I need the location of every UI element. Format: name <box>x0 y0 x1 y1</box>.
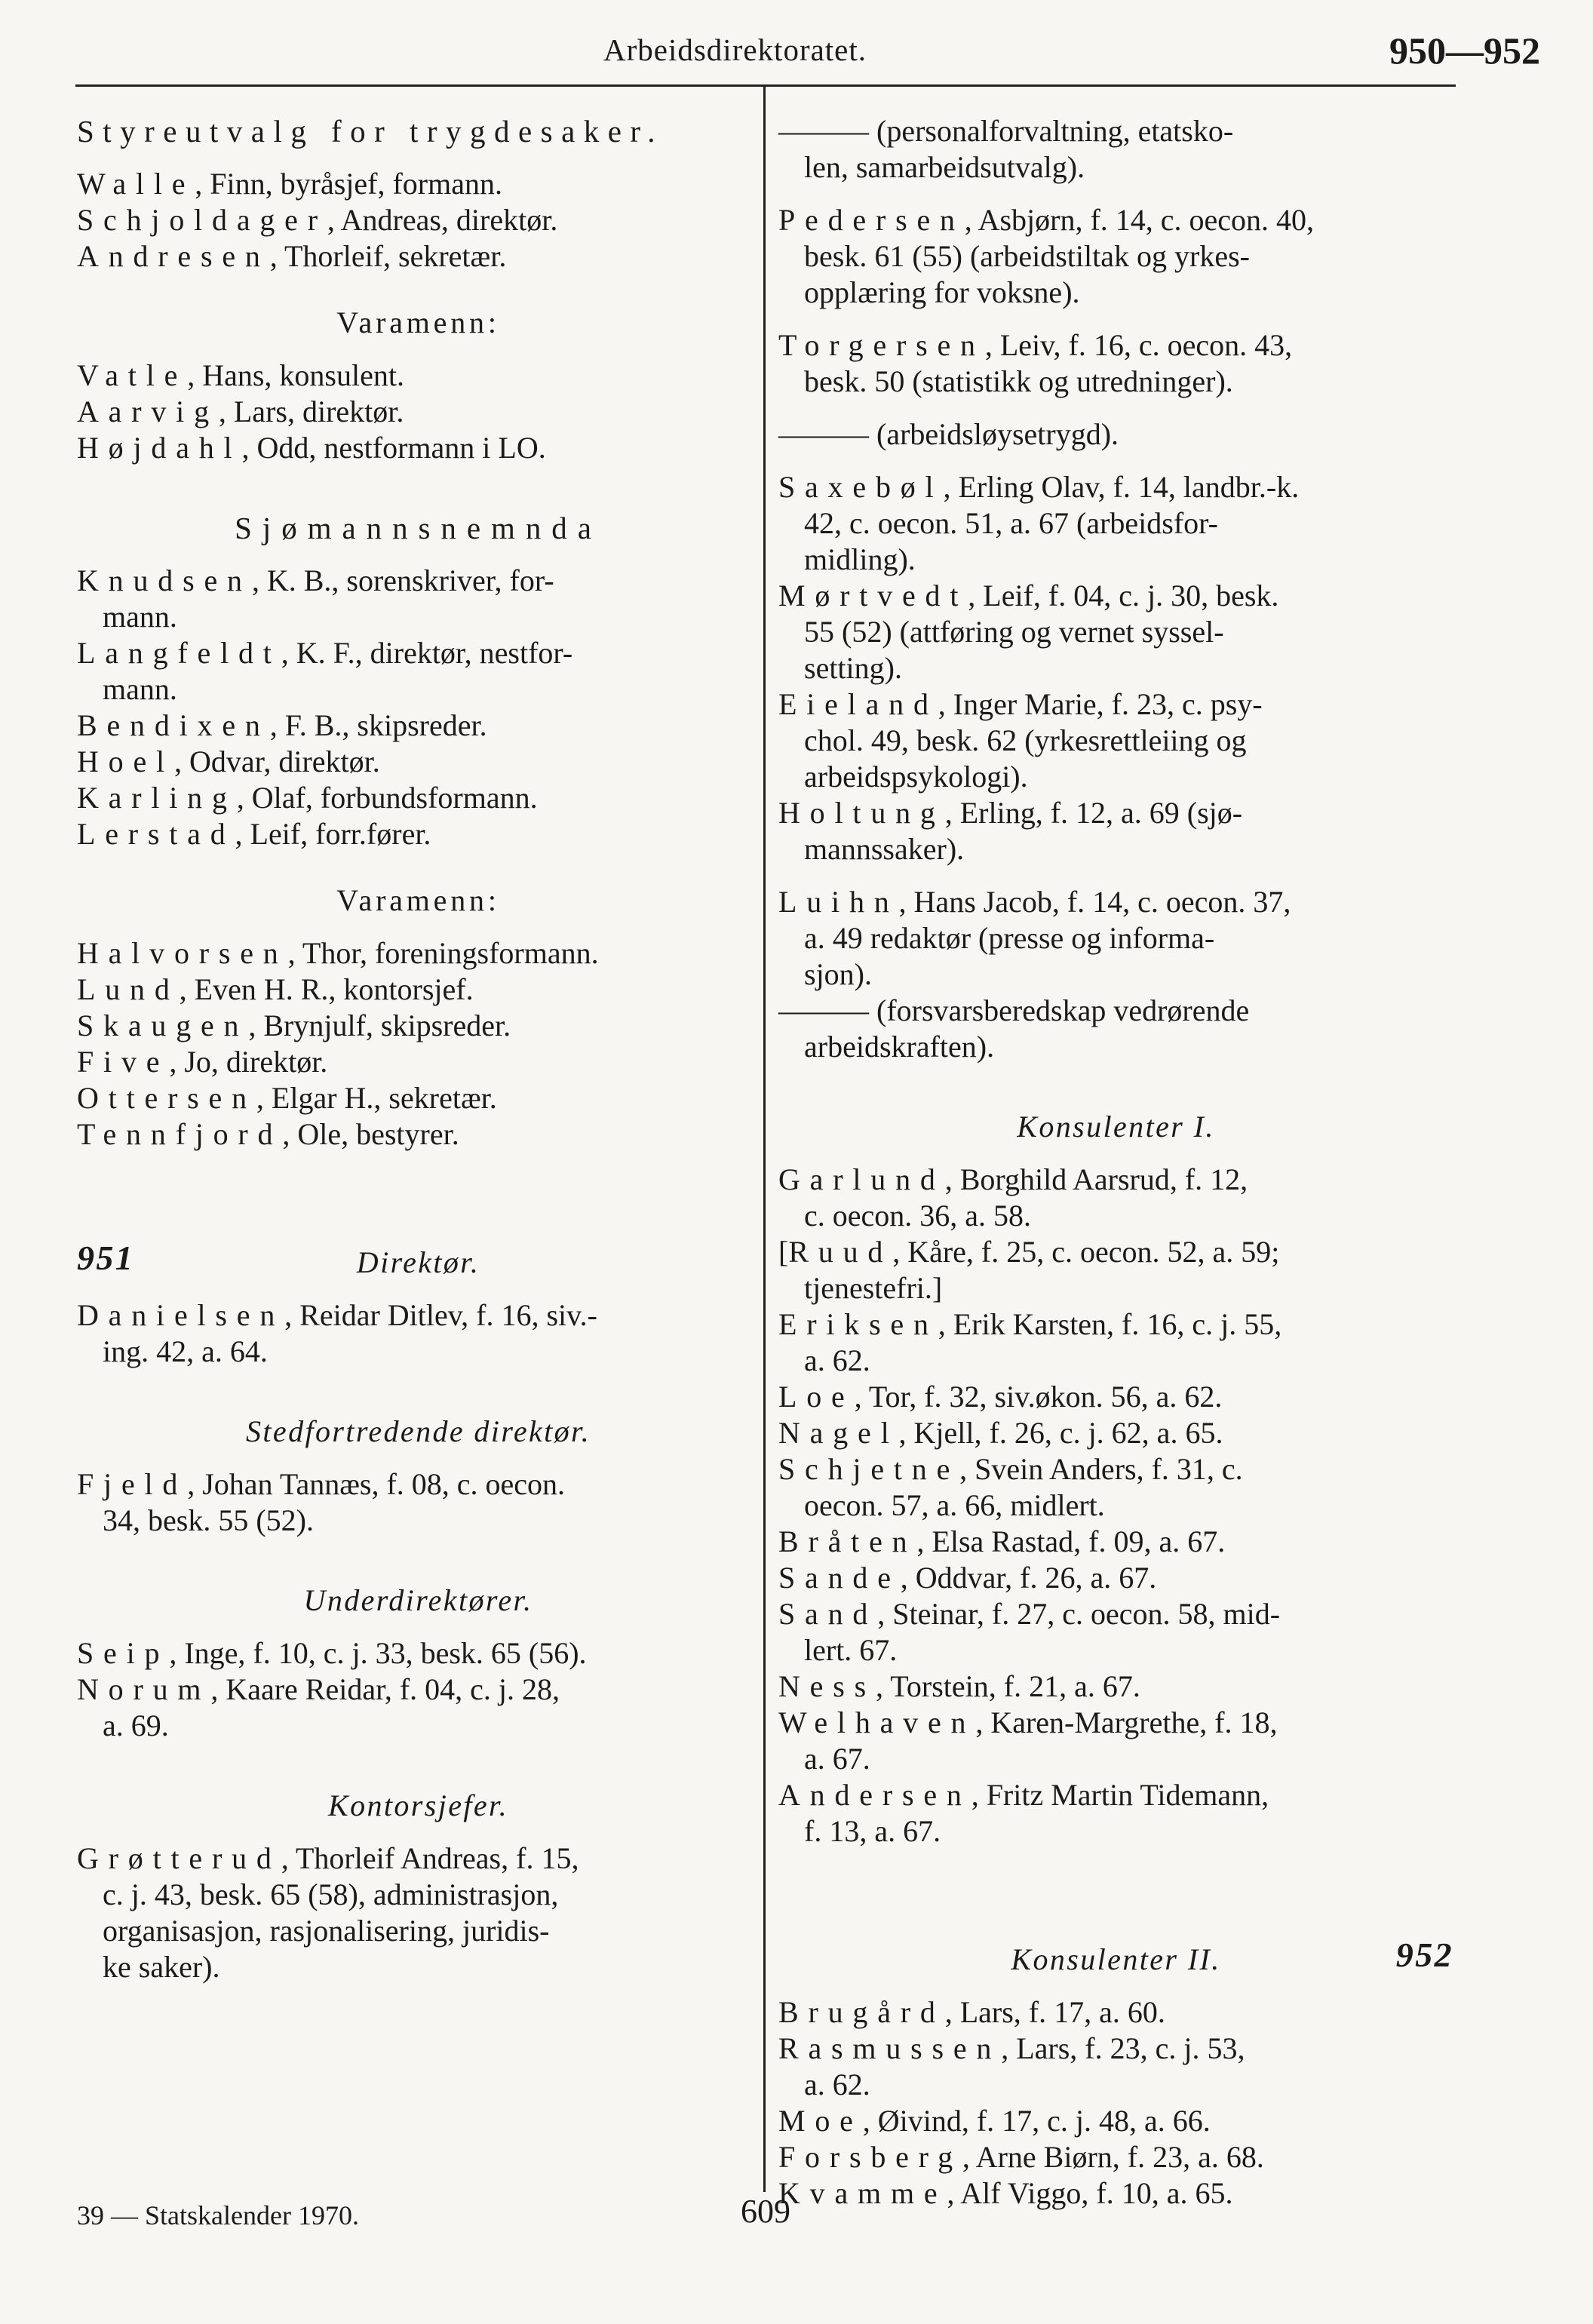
subheading: Kontorsjefer. <box>328 1788 508 1822</box>
entry: Loe, Tor, f. 32, siv.økon. 56, a. 62. <box>778 1380 1223 1414</box>
entry: Moe, Øivind, f. 17, c. j. 48, a. 66. <box>778 2104 1211 2138</box>
entry: Rasmussen, Lars, f. 23, c. j. 53, <box>778 2031 1245 2065</box>
subheading: Stedfortredende direktør. <box>246 1414 591 1448</box>
entry: Bråten, Elsa Rastad, f. 09, a. 67. <box>778 1524 1226 1558</box>
entry: Aarvig, Lars, direktør. <box>77 394 404 428</box>
entry: Schjetne, Svein Anders, f. 31, c. <box>778 1452 1243 1486</box>
entry: Garlund, Borghild Aarsrud, f. 12, <box>778 1162 1248 1196</box>
entry: Lerstad, Leif, forr.fører. <box>77 817 431 851</box>
header-rule <box>75 84 1456 87</box>
entry: Eriksen, Erik Karsten, f. 16, c. j. 55, <box>778 1307 1282 1341</box>
entry: Kvamme, Alf Viggo, f. 10, a. 65. <box>778 2176 1233 2210</box>
entry: Walle, Finn, byråsjef, formann. <box>77 167 502 201</box>
entry: Ness, Torstein, f. 21, a. 67. <box>778 1669 1140 1703</box>
entry: Andresen, Thorleif, sekretær. <box>77 239 507 273</box>
entry: ——— (forsvarsberedskap vedrørende <box>778 993 1250 1027</box>
page-header <box>0 0 1593 83</box>
entry: Langfeldt, K. F., direktør, nestfor- <box>77 636 573 670</box>
entry: Nagel, Kjell, f. 26, c. j. 62, a. 65. <box>778 1416 1223 1450</box>
entry: Halvorsen, Thor, foreningsformann. <box>77 936 599 970</box>
entry: Torgersen, Leiv, f. 16, c. oecon. 43, <box>778 328 1293 362</box>
footer-source: 39 — Statskalender 1970. <box>77 2200 359 2230</box>
entry: Sand, Steinar, f. 27, c. oecon. 58, mid- <box>778 1597 1281 1631</box>
entry: ——— (personalforvaltning, etatsko- <box>778 114 1234 148</box>
entry: Tennfjord, Ole, bestyrer. <box>77 1117 459 1151</box>
subheading: Konsulenter I. <box>1017 1110 1215 1144</box>
entry: Eieland, Inger Marie, f. 23, c. psy- <box>778 687 1263 721</box>
entry: Luihn, Hans Jacob, f. 14, c. oecon. 37, <box>778 885 1291 919</box>
page-number: 609 <box>741 2193 790 2230</box>
entry: Seip, Inge, f. 10, c. j. 33, besk. 65 (56). <box>77 1636 587 1670</box>
section-heading: Styreutvalg for trygdesaker. <box>77 114 665 149</box>
entry: Bendixen, F. B., skipsreder. <box>77 708 487 742</box>
entry: Ottersen, Elgar H., sekretær. <box>77 1081 497 1115</box>
entry: Knudsen, K. B., sorenskriver, for- <box>77 563 554 597</box>
running-title: Arbeidsdirektoratet. <box>603 32 867 67</box>
entry: Grøtterud, Thorleif Andreas, f. 15, <box>77 1841 579 1875</box>
column-divider <box>763 86 766 2192</box>
section-heading: Sjømannsnemnda <box>235 511 602 545</box>
section-heading-direktor: 951 Direktør. <box>77 1239 480 1279</box>
entry: Hoel, Odvar, direktør. <box>77 744 380 778</box>
subheading: Varamenn: <box>336 883 500 917</box>
entry: Karling, Olaf, forbundsformann. <box>77 781 538 815</box>
entry: Andersen, Fritz Martin Tidemann, <box>778 1778 1269 1812</box>
entry: Fjeld, Johan Tannæs, f. 08, c. oecon. <box>77 1467 566 1501</box>
section-heading-konsulenter2: Konsulenter II. 952 <box>1011 1936 1453 1976</box>
entry: [Ruud, Kåre, f. 25, c. oecon. 52, a. 59; <box>778 1235 1280 1269</box>
right-column: ——— (personalforvaltning, etatsko- len, samarbeidsutvalg). Pedersen, Asbjørn, f. 14, c. oecon. 40, besk. 61 (55) (arbeidstiltak og yrkes- opplæring for voksne). Torgersen, Leiv, f. 16, c. oecon. 43, besk. 50 (statistikk og utredninger). ——— (arbeidsløysetrygd). Saxebøl, Erling Olav, f. 14, landbr.-k. 42, c. oecon. 51, a. 67 (arbeidsfor- midling). Mørtvedt, Leif, f. 04, c. j. 30, besk. 55 (52) (attføring og vernet syssel- setting). Eieland, Inger Marie, f. 23, c. psy- chol. 49, besk. 62 (yrkesrettleiing og arbeidspsykologi). Holtung, Erling, f. 12, a. 69 (sjø- mannssaker). Luihn, Hans Jacob, f. 14, c. oecon. 37, a. 49 redaktør (presse og informa- sjon). ——— (forsvarsberedskap vedrørende arbeidskraften). Konsulenter I. Garlund, Borghild Aarsrud, f. 12, c. oecon. 36, a. 58. [Ruud, Kåre, f. 25, c. oecon. 52, a. 59; tjenestefri.] Eriksen, Erik Karsten, f. 16, c. j. 55, a. 62. Loe, Tor, f. 32, siv.økon. 56, a. 62. Nagel, Kjell, f. 26, c. j. 62, a. 65. Schjetne, Svein Anders, f. 31, c. oecon. 57, a. 66, midlert. Bråten, Elsa Rastad, f. 09, a. 67. Sande, Oddvar, f. 26, a. 67. Sand, Steinar, f. 27, c. oecon. 58, mid- lert. 67. Ness, Torstein, f. 21, a. 67. Welhaven, Karen-Margrethe, f. 18, a. 67. Andersen, Fritz Martin Tidemann, f. 13, a. 67. Konsulenter II. 952 Brugård, Lars, f. 17, a. 60. Rasmussen, Lars, f. 23, c. j. 53, a. 62. Moe, Øivind, f. 17, c. j. 48, a. 66. Forsberg, Arne Biørn, f. 23, a. 68. Kvamme, Alf Viggo, f. 10, a. 65. <box>778 114 1453 2210</box>
entry: Lund, Even H. R., kontorsjef. <box>77 972 474 1006</box>
entry: Pedersen, Asbjørn, f. 14, c. oecon. 40, <box>778 203 1315 237</box>
entry: Mørtvedt, Leif, f. 04, c. j. 30, besk. <box>778 579 1279 612</box>
entry: Welhaven, Karen-Margrethe, f. 18, <box>778 1705 1278 1739</box>
section-range: 950—952 <box>1389 29 1540 72</box>
left-column: Styreutvalg for trygdesaker. Walle, Finn, byråsjef, formann. Schjoldager, Andreas, direktør. Andresen, Thorleif, sekretær. Varamenn: Vatle, Hans, konsulent. Aarvig, Lars, direktør. Højdahl, Odd, nestformann i LO. Sjømannsnemnda Knudsen, K. B., sorenskriver, for- mann. Langfeldt, K. F., direktør, nestfor- mann. Bendixen, F. B., skipsreder. Hoel, Odvar, direktør. Karling, Olaf, forbundsformann. Lerstad, Leif, forr.fører. Varamenn: Halvorsen, Thor, foreningsformann. Lund, Even H. R., kontorsjef. Skaugen, Brynjulf, skipsreder. Five, Jo, direktør. Ottersen, Elgar H., sekretær. Tennfjord, Ole, bestyrer. 951 Direktør. Danielsen, Reidar Ditlev, f. 16, siv.- ing. 42, a. 64. Stedfortredende direktør. Fjeld, Johan Tannæs, f. 08, c. oecon. 34, besk. 55 (52). Underdirektører. Seip, Inge, f. 10, c. j. 33, besk. 65 (56). Norum, Kaare Reidar, f. 04, c. j. 28, a. 69. Kontorsjefer. Grøtterud, Thorleif Andreas, f. 15, c. j. 43, besk. 65 (58), administrasjon, organisasjon, rasjonalisering, juridis- ke saker). <box>77 113 760 1985</box>
entry: Højdahl, Odd, nestformann i LO. <box>77 431 546 465</box>
entry: Danielsen, Reidar Ditlev, f. 16, siv.- <box>77 1298 597 1332</box>
entry: Skaugen, Brynjulf, skipsreder. <box>77 1008 511 1042</box>
entry: Vatle, Hans, konsulent. <box>77 358 404 392</box>
entry: Holtung, Erling, f. 12, a. 69 (sjø- <box>778 796 1243 830</box>
entry: Schjoldager, Andreas, direktør. <box>77 203 558 237</box>
subheading: Underdirektører. <box>303 1583 533 1617</box>
entry: Forsberg, Arne Biørn, f. 23, a. 68. <box>778 2140 1264 2174</box>
section-number: 952 <box>1395 1936 1453 1974</box>
entry: Saxebøl, Erling Olav, f. 14, landbr.-k. <box>778 470 1300 504</box>
subheading: Varamenn: <box>336 305 500 339</box>
entry: Norum, Kaare Reidar, f. 04, c. j. 28, <box>77 1672 560 1706</box>
entry: Five, Jo, direktør. <box>77 1045 328 1079</box>
section-number: 951 <box>77 1239 135 1277</box>
entry: ——— (arbeidsløysetrygd). <box>778 417 1119 451</box>
entry: Brugård, Lars, f. 17, a. 60. <box>778 1995 1165 2029</box>
entry: Sande, Oddvar, f. 26, a. 67. <box>778 1561 1157 1595</box>
